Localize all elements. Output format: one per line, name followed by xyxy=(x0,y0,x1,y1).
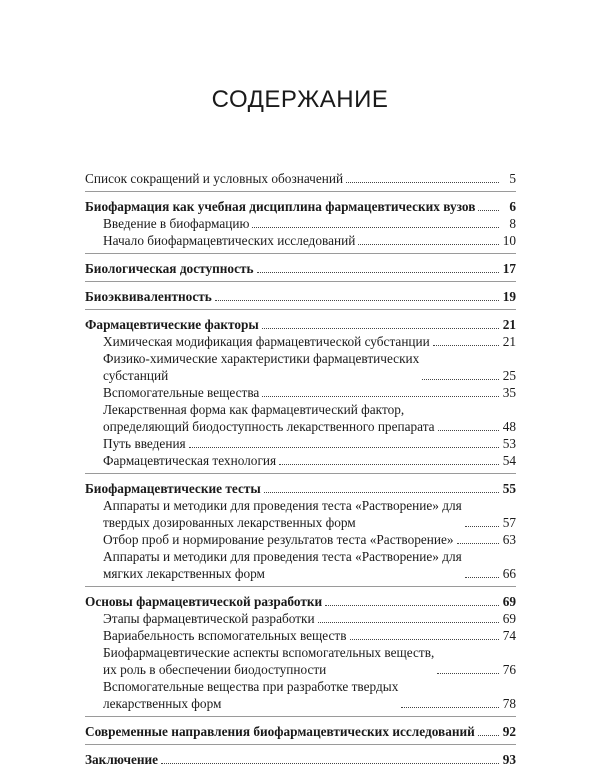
toc-entry-title: Начало биофармацевтических исследований xyxy=(103,233,356,248)
toc-subentry[interactable] xyxy=(85,644,516,678)
toc-page-number: 63 xyxy=(502,532,516,547)
dot-leader xyxy=(358,244,499,245)
dot-leader xyxy=(325,605,499,606)
dot-leader xyxy=(465,577,499,578)
dot-leader xyxy=(262,396,499,397)
toc-page-number: 53 xyxy=(502,436,516,451)
toc-section xyxy=(85,593,516,717)
toc-subentry[interactable] xyxy=(85,678,516,712)
dot-leader xyxy=(401,707,499,708)
page-title: СОДЕРЖАНИЕ xyxy=(211,86,389,113)
toc-page-number: 8 xyxy=(509,216,516,231)
dot-leader xyxy=(437,673,499,674)
dot-leader xyxy=(264,492,499,493)
toc-page-number: 6 xyxy=(509,199,516,214)
toc-section xyxy=(85,260,516,282)
toc-page-number: 35 xyxy=(502,385,516,400)
toc-entry-title: Фармацевтическая технология xyxy=(103,453,277,468)
dot-leader xyxy=(279,464,499,465)
toc-entry-title: Физико-химические характеристики фармацевтических субстанций xyxy=(103,351,420,383)
toc-entry-title: Биологическая доступность xyxy=(85,261,254,276)
dot-leader xyxy=(478,735,499,736)
toc-section xyxy=(85,288,516,310)
toc-entry-title: Вариабельность вспомогательных веществ xyxy=(103,628,347,643)
toc-page-number: 92 xyxy=(502,724,516,739)
toc-subentry[interactable] xyxy=(85,215,516,232)
toc-page-number: 54 xyxy=(502,453,516,468)
toc-entry-title: Аппараты и методики для проведения теста «Растворение» для мягких лекарственных форм xyxy=(103,549,462,581)
toc-entry-title: Биоэквивалентность xyxy=(85,289,212,304)
toc-entry[interactable] xyxy=(85,316,516,333)
dot-leader xyxy=(422,379,499,380)
dot-leader xyxy=(478,210,499,211)
toc-page-number: 78 xyxy=(502,696,516,711)
dot-leader xyxy=(433,345,499,346)
toc-entry[interactable] xyxy=(85,198,516,215)
dot-leader xyxy=(189,447,499,448)
toc-entry-title: Этапы фармацевтической разработки xyxy=(103,611,315,626)
toc-page-number: 74 xyxy=(502,628,516,643)
toc-entry-title: Отбор проб и нормирование результатов теста «Растворение» xyxy=(103,532,454,547)
toc-page-number: 17 xyxy=(502,261,516,276)
dot-leader xyxy=(350,639,499,640)
toc-page-number: 5 xyxy=(509,171,516,186)
toc-entry[interactable] xyxy=(85,170,516,187)
toc-subentry[interactable] xyxy=(85,548,516,582)
dot-leader xyxy=(438,430,499,431)
toc-entry[interactable] xyxy=(85,260,516,277)
dot-leader xyxy=(215,300,499,301)
toc-entry-title: Биофармацевтические аспекты вспомогательных веществ, их роль в обеспечении биодоступности xyxy=(103,645,435,677)
toc-subentry[interactable] xyxy=(85,610,516,627)
toc-entry-title: Путь введения xyxy=(103,436,186,451)
toc-section xyxy=(85,751,516,772)
toc-subentry[interactable] xyxy=(85,333,516,350)
toc-section xyxy=(85,480,516,587)
toc-entry[interactable] xyxy=(85,723,516,740)
toc-section xyxy=(85,170,516,192)
dot-leader xyxy=(318,622,499,623)
toc-page-number: 55 xyxy=(502,481,516,496)
toc-subentry[interactable] xyxy=(85,627,516,644)
dot-leader xyxy=(252,227,499,228)
toc-subentry[interactable] xyxy=(85,435,516,452)
toc-entry-title: Заключение xyxy=(85,752,159,767)
toc-entry-title: Биофармация как учебная дисциплина фармацевтических вузов xyxy=(85,199,476,214)
toc-page-number: 69 xyxy=(502,594,516,609)
toc-subentry[interactable] xyxy=(85,384,516,401)
toc-section xyxy=(85,198,516,254)
table-of-contents xyxy=(85,170,516,772)
toc-subentry[interactable] xyxy=(85,497,516,531)
dot-leader xyxy=(465,526,499,527)
toc-entry-title: Основы фармацевтической разработки xyxy=(85,594,323,609)
toc-page-number: 19 xyxy=(502,289,516,304)
toc-page-number: 93 xyxy=(502,752,516,767)
dot-leader xyxy=(262,328,499,329)
toc-section xyxy=(85,723,516,745)
dot-leader xyxy=(457,543,499,544)
toc-page-number: 25 xyxy=(502,368,516,383)
toc-section xyxy=(85,316,516,474)
toc-subentry[interactable] xyxy=(85,531,516,548)
toc-page-number: 10 xyxy=(502,233,516,248)
toc-entry[interactable] xyxy=(85,751,516,768)
dot-leader xyxy=(257,272,499,273)
toc-entry-title: Биофармацевтические тесты xyxy=(85,481,261,496)
toc-subentry[interactable] xyxy=(85,401,516,435)
toc-subentry[interactable] xyxy=(85,452,516,469)
toc-entry[interactable] xyxy=(85,593,516,610)
toc-entry-title: Вспомогательные вещества xyxy=(103,385,260,400)
toc-page-number: 76 xyxy=(502,662,516,677)
toc-subentry[interactable] xyxy=(85,232,516,249)
toc-entry-title: Вспомогательные вещества при разработке твердых лекарственных форм xyxy=(103,679,399,711)
toc-entry-title: Лекарственная форма как фармацевтический фактор, определяющий биодоступность лекарственного препарата xyxy=(103,402,435,434)
toc-entry[interactable] xyxy=(85,480,516,497)
toc-entry-title: Современные направления биофармацевтических исследований xyxy=(85,724,475,739)
toc-page-number: 21 xyxy=(502,334,516,349)
toc-entry-title: Химическая модификация фармацевтической субстанции xyxy=(103,334,430,349)
toc-page-number: 21 xyxy=(502,317,516,332)
toc-page-number: 69 xyxy=(502,611,516,626)
toc-page-number: 66 xyxy=(502,566,516,581)
toc-entry-title: Список сокращений и условных обозначений xyxy=(85,171,344,186)
toc-entry-title: Аппараты и методики для проведения теста «Растворение» для твердых дозированных лекарственных форм xyxy=(103,498,462,530)
toc-page-number: 48 xyxy=(502,419,516,434)
dot-leader xyxy=(161,763,499,764)
toc-entry[interactable] xyxy=(85,288,516,305)
toc-entry-title: Введение в биофармацию xyxy=(103,216,250,231)
toc-subentry[interactable] xyxy=(85,350,516,384)
dot-leader xyxy=(346,182,499,183)
toc-entry-title: Фармацевтические факторы xyxy=(85,317,259,332)
toc-page-number: 57 xyxy=(502,515,516,530)
